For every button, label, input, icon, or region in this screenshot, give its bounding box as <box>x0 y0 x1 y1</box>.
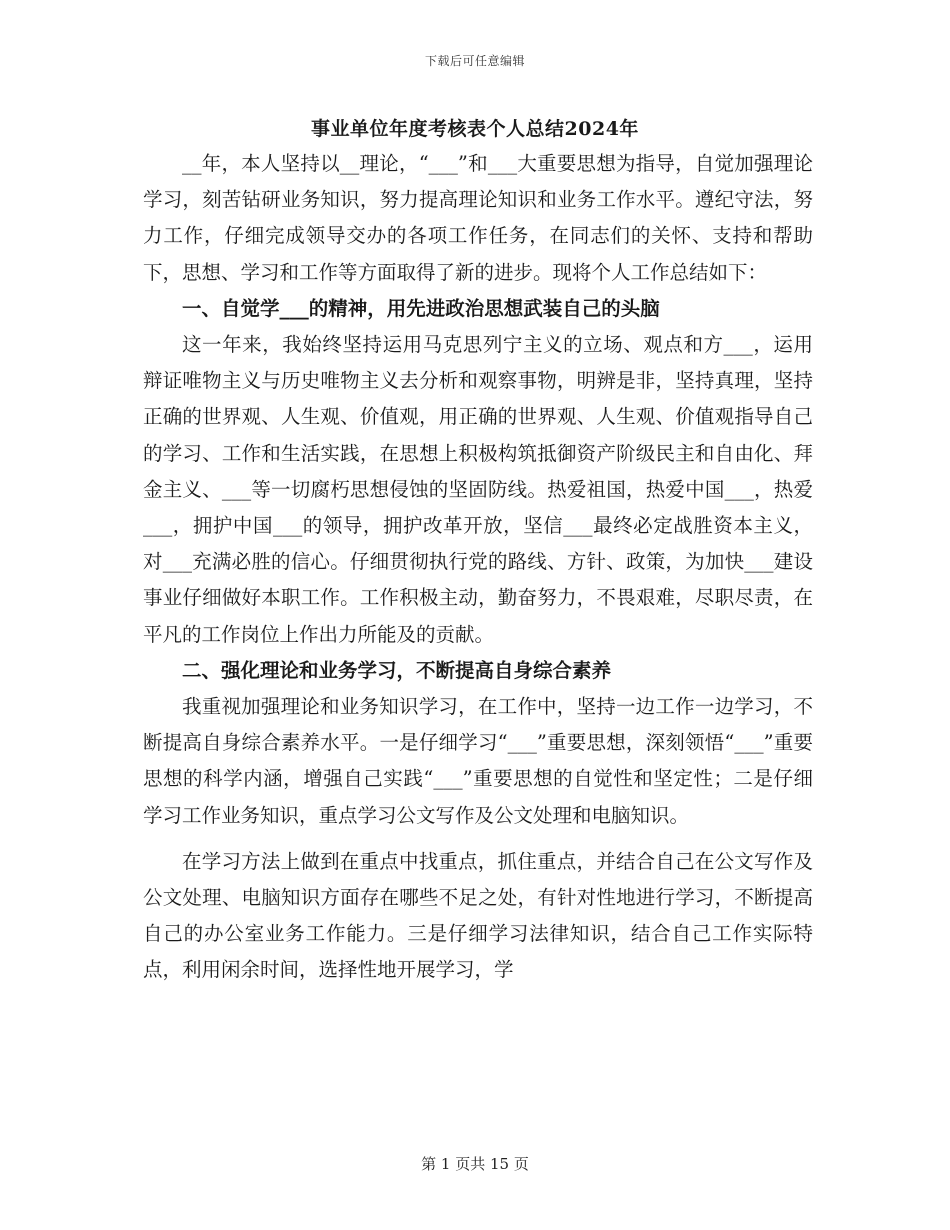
intro-paragraph: __年，本人坚持以__理论，“___”和___大重要思想为指导，自觉加强理论学习，刻苦钻研业务知识，努力提高理论知识和业务工作水平。遵纪守法，努力工作，仔细完成领导交办的各项工作任务，在同志们的关怀、支持和帮助下，思想、学习和工作等方面取得了新的进步。现将个人工作总结如下： <box>143 152 813 284</box>
section-heading-2: 二、强化理论和业务学习，不断提高自身综合素养 <box>182 658 612 682</box>
section-2-paragraph-2: 在学习方法上做到在重点中找重点，抓住重点，并结合自己在公文写作及公文处理、电脑知识方面存在哪些不足之处，有针对性地进行学习，不断提高自己的办公室业务工作能力。三是仔细学习法律知识，结合自己工作实际特点，利用闲余时间，选择性地开展学习，学 <box>143 849 813 982</box>
page-number: 第 1 页共 15 页 <box>421 1155 529 1173</box>
document-title: 事业单位年度考核表个人总结2024年 <box>311 118 639 140</box>
section-heading-1: 一、自觉学___的精神，用先进政治思想武装自己的头脑 <box>182 296 660 320</box>
section-2-paragraph-1: 我重视加强理论和业务知识学习，在工作中，坚持一边工作一边学习，不断提高自身综合素养水平。一是仔细学习“___”重要思想，深刻领悟“___”重要思想的科学内涵，增强自己实践“___”重要思想的自觉性和坚定性；二是仔细学习工作业务知识，重点学习公文写作及公文处理和电脑知识。 <box>143 695 813 827</box>
header-note: 下载后可任意编辑 <box>424 54 525 68</box>
section-1-paragraph: 这一年来，我始终坚持运用马克思列宁主义的立场、观点和方___，运用辩证唯物主义与历史唯物主义去分析和观察事物，明辨是非，坚持真理，坚持正确的世界观、人生观、价值观，用正确的世界观、人生观、价值观指导自己的学习、工作和生活实践，在思想上积极构筑抵御资产阶级民主和自由化、拜金主义、___等一切腐朽思想侵蚀的坚固防线。热爱祖国，热爱中国___，热爱___，拥护中国___的领导，拥护改革开放，坚信___最终必定战胜资本主义，对___充满必胜的信心。仔细贯彻执行党的路线、方针、政策，为加快___建设事业仔细做好本职工作。工作积极主动，勤奋努力，不畏艰难，尽职尽责，在平凡的工作岗位上作出力所能及的贡献。 <box>143 333 813 646</box>
document-body <box>143 146 813 989</box>
